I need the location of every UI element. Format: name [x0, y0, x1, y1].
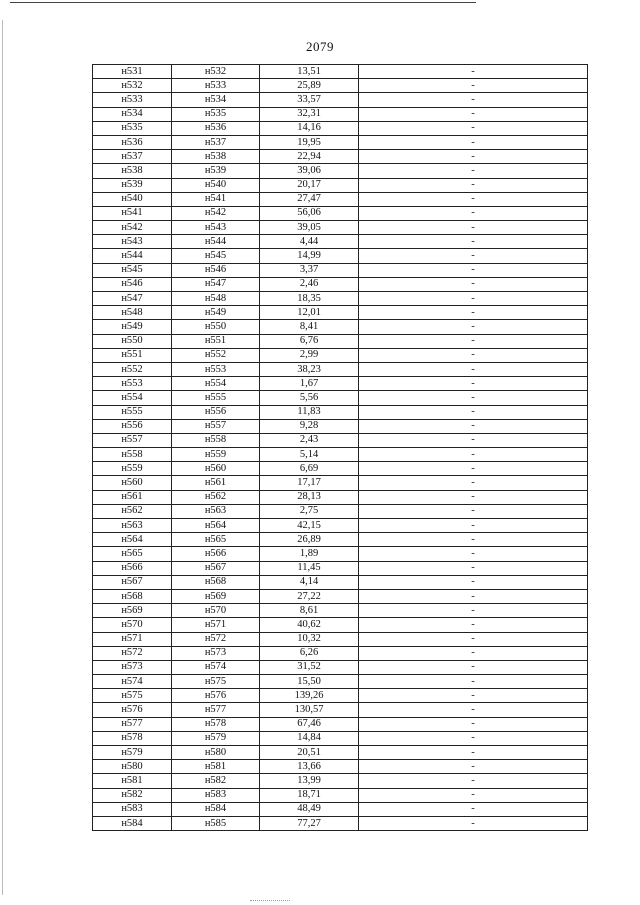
- table-row: [93, 462, 588, 476]
- point-to-cell: н548: [172, 292, 260, 306]
- table-row: [93, 760, 588, 774]
- point-to-cell: н557: [172, 419, 260, 433]
- table-row: [93, 802, 588, 816]
- point-from-cell: н567: [93, 575, 172, 589]
- page-number: 2079: [306, 39, 334, 54]
- point-to-cell: н543: [172, 221, 260, 235]
- point-from-cell: н534: [93, 107, 172, 121]
- length-cell: 20,51: [260, 746, 359, 760]
- point-from-cell: н549: [93, 320, 172, 334]
- point-from-cell: н581: [93, 774, 172, 788]
- point-to-cell: н549: [172, 306, 260, 320]
- scan-artifact: [250, 900, 290, 902]
- point-from-cell: н583: [93, 802, 172, 816]
- point-to-cell: н562: [172, 490, 260, 504]
- page-left-edge: [2, 20, 3, 895]
- table-row: [93, 249, 588, 263]
- table-row: [93, 221, 588, 235]
- table-row: [93, 121, 588, 135]
- table-row: [93, 575, 588, 589]
- length-cell: 13,66: [260, 760, 359, 774]
- point-to-cell: н570: [172, 604, 260, 618]
- length-cell: 2,99: [260, 348, 359, 362]
- point-from-cell: н533: [93, 93, 172, 107]
- note-cell: -: [359, 93, 588, 107]
- note-cell: -: [359, 263, 588, 277]
- table-row: [93, 178, 588, 192]
- table-row: [93, 660, 588, 674]
- note-cell: -: [359, 490, 588, 504]
- length-cell: 1,67: [260, 377, 359, 391]
- note-cell: -: [359, 589, 588, 603]
- note-cell: -: [359, 547, 588, 561]
- note-cell: -: [359, 533, 588, 547]
- point-from-cell: н554: [93, 391, 172, 405]
- point-to-cell: н547: [172, 277, 260, 291]
- note-cell: -: [359, 362, 588, 376]
- note-cell: -: [359, 377, 588, 391]
- table-row: [93, 788, 588, 802]
- point-to-cell: н576: [172, 689, 260, 703]
- point-from-cell: н566: [93, 561, 172, 575]
- note-cell: -: [359, 788, 588, 802]
- point-to-cell: н565: [172, 533, 260, 547]
- note-cell: -: [359, 760, 588, 774]
- length-cell: 3,37: [260, 263, 359, 277]
- table-row: [93, 433, 588, 447]
- table-row: [93, 235, 588, 249]
- point-from-cell: н539: [93, 178, 172, 192]
- note-cell: -: [359, 717, 588, 731]
- point-from-cell: н547: [93, 292, 172, 306]
- table-row: [93, 689, 588, 703]
- table-row: [93, 646, 588, 660]
- table-row: [93, 150, 588, 164]
- note-cell: -: [359, 107, 588, 121]
- point-from-cell: н540: [93, 192, 172, 206]
- point-from-cell: н576: [93, 703, 172, 717]
- length-cell: 6,26: [260, 646, 359, 660]
- point-from-cell: н555: [93, 405, 172, 419]
- note-cell: -: [359, 618, 588, 632]
- table-row: [93, 334, 588, 348]
- point-to-cell: н560: [172, 462, 260, 476]
- table-row: [93, 93, 588, 107]
- table-row: [93, 604, 588, 618]
- note-cell: -: [359, 192, 588, 206]
- table-row: [93, 419, 588, 433]
- note-cell: -: [359, 121, 588, 135]
- point-from-cell: н579: [93, 746, 172, 760]
- point-from-cell: н553: [93, 377, 172, 391]
- length-cell: 2,43: [260, 433, 359, 447]
- note-cell: -: [359, 604, 588, 618]
- length-cell: 32,31: [260, 107, 359, 121]
- point-from-cell: н572: [93, 646, 172, 660]
- point-from-cell: н561: [93, 490, 172, 504]
- point-from-cell: н563: [93, 519, 172, 533]
- point-to-cell: н538: [172, 150, 260, 164]
- note-cell: -: [359, 79, 588, 93]
- point-from-cell: н552: [93, 362, 172, 376]
- boundary-points-table: [92, 64, 588, 831]
- note-cell: -: [359, 646, 588, 660]
- note-cell: -: [359, 206, 588, 220]
- note-cell: -: [359, 675, 588, 689]
- point-from-cell: н571: [93, 632, 172, 646]
- length-cell: 13,99: [260, 774, 359, 788]
- point-to-cell: н536: [172, 121, 260, 135]
- note-cell: -: [359, 164, 588, 178]
- point-from-cell: н578: [93, 731, 172, 745]
- table-row: [93, 717, 588, 731]
- length-cell: 33,57: [260, 93, 359, 107]
- table-body: [93, 65, 588, 831]
- table-row: [93, 348, 588, 362]
- point-from-cell: н545: [93, 263, 172, 277]
- point-to-cell: н534: [172, 93, 260, 107]
- length-cell: 22,94: [260, 150, 359, 164]
- point-to-cell: н582: [172, 774, 260, 788]
- point-to-cell: н572: [172, 632, 260, 646]
- point-from-cell: н532: [93, 79, 172, 93]
- point-to-cell: н574: [172, 660, 260, 674]
- point-to-cell: н553: [172, 362, 260, 376]
- note-cell: -: [359, 320, 588, 334]
- note-cell: -: [359, 689, 588, 703]
- point-to-cell: н537: [172, 135, 260, 149]
- point-to-cell: н550: [172, 320, 260, 334]
- point-from-cell: н543: [93, 235, 172, 249]
- note-cell: -: [359, 746, 588, 760]
- length-cell: 11,45: [260, 561, 359, 575]
- note-cell: -: [359, 703, 588, 717]
- point-to-cell: н564: [172, 519, 260, 533]
- length-cell: 14,99: [260, 249, 359, 263]
- table-row: [93, 703, 588, 717]
- point-from-cell: н546: [93, 277, 172, 291]
- point-to-cell: н568: [172, 575, 260, 589]
- table-row: [93, 746, 588, 760]
- table-row: [93, 277, 588, 291]
- point-from-cell: н560: [93, 476, 172, 490]
- length-cell: 15,50: [260, 675, 359, 689]
- point-from-cell: н584: [93, 816, 172, 830]
- point-to-cell: н571: [172, 618, 260, 632]
- length-cell: 11,83: [260, 405, 359, 419]
- length-cell: 5,56: [260, 391, 359, 405]
- point-from-cell: н557: [93, 433, 172, 447]
- note-cell: -: [359, 249, 588, 263]
- table-row: [93, 589, 588, 603]
- point-from-cell: н559: [93, 462, 172, 476]
- table-row: [93, 675, 588, 689]
- note-cell: -: [359, 816, 588, 830]
- note-cell: -: [359, 632, 588, 646]
- note-cell: -: [359, 334, 588, 348]
- point-to-cell: н540: [172, 178, 260, 192]
- table-row: [93, 533, 588, 547]
- point-to-cell: н556: [172, 405, 260, 419]
- point-to-cell: н541: [172, 192, 260, 206]
- table-row: [93, 292, 588, 306]
- length-cell: 27,22: [260, 589, 359, 603]
- note-cell: -: [359, 391, 588, 405]
- table-row: [93, 320, 588, 334]
- length-cell: 4,14: [260, 575, 359, 589]
- point-from-cell: н542: [93, 221, 172, 235]
- length-cell: 42,15: [260, 519, 359, 533]
- point-from-cell: н575: [93, 689, 172, 703]
- point-from-cell: н548: [93, 306, 172, 320]
- table-row: [93, 405, 588, 419]
- table-row: [93, 774, 588, 788]
- point-from-cell: н574: [93, 675, 172, 689]
- point-to-cell: н551: [172, 334, 260, 348]
- length-cell: 2,75: [260, 504, 359, 518]
- note-cell: -: [359, 575, 588, 589]
- point-to-cell: н578: [172, 717, 260, 731]
- note-cell: -: [359, 660, 588, 674]
- point-from-cell: н580: [93, 760, 172, 774]
- note-cell: -: [359, 561, 588, 575]
- note-cell: -: [359, 178, 588, 192]
- point-to-cell: н580: [172, 746, 260, 760]
- length-cell: 6,76: [260, 334, 359, 348]
- length-cell: 12,01: [260, 306, 359, 320]
- point-to-cell: н581: [172, 760, 260, 774]
- table-row: [93, 192, 588, 206]
- note-cell: -: [359, 306, 588, 320]
- point-from-cell: н562: [93, 504, 172, 518]
- table-row: [93, 107, 588, 121]
- note-cell: -: [359, 235, 588, 249]
- length-cell: 18,35: [260, 292, 359, 306]
- point-from-cell: н550: [93, 334, 172, 348]
- length-cell: 56,06: [260, 206, 359, 220]
- note-cell: -: [359, 433, 588, 447]
- table-row: [93, 263, 588, 277]
- table-row: [93, 362, 588, 376]
- table-row: [93, 476, 588, 490]
- point-to-cell: н575: [172, 675, 260, 689]
- point-from-cell: н556: [93, 419, 172, 433]
- length-cell: 130,57: [260, 703, 359, 717]
- length-cell: 28,13: [260, 490, 359, 504]
- table-row: [93, 206, 588, 220]
- point-from-cell: н565: [93, 547, 172, 561]
- point-from-cell: н564: [93, 533, 172, 547]
- length-cell: 38,23: [260, 362, 359, 376]
- point-to-cell: н552: [172, 348, 260, 362]
- length-cell: 4,44: [260, 235, 359, 249]
- length-cell: 26,89: [260, 533, 359, 547]
- length-cell: 48,49: [260, 802, 359, 816]
- point-from-cell: н558: [93, 448, 172, 462]
- point-from-cell: н535: [93, 121, 172, 135]
- table-row: [93, 391, 588, 405]
- length-cell: 25,89: [260, 79, 359, 93]
- length-cell: 6,69: [260, 462, 359, 476]
- point-to-cell: н539: [172, 164, 260, 178]
- length-cell: 2,46: [260, 277, 359, 291]
- length-cell: 14,84: [260, 731, 359, 745]
- length-cell: 10,32: [260, 632, 359, 646]
- length-cell: 14,16: [260, 121, 359, 135]
- point-to-cell: н545: [172, 249, 260, 263]
- point-to-cell: н542: [172, 206, 260, 220]
- note-cell: -: [359, 519, 588, 533]
- point-from-cell: н541: [93, 206, 172, 220]
- table-row: [93, 519, 588, 533]
- note-cell: -: [359, 774, 588, 788]
- length-cell: 39,05: [260, 221, 359, 235]
- point-to-cell: н569: [172, 589, 260, 603]
- note-cell: -: [359, 221, 588, 235]
- length-cell: 5,14: [260, 448, 359, 462]
- point-from-cell: н582: [93, 788, 172, 802]
- table-row: [93, 135, 588, 149]
- length-cell: 67,46: [260, 717, 359, 731]
- point-from-cell: н577: [93, 717, 172, 731]
- table-row: [93, 79, 588, 93]
- table-row: [93, 816, 588, 830]
- point-to-cell: н559: [172, 448, 260, 462]
- length-cell: 18,71: [260, 788, 359, 802]
- point-from-cell: н536: [93, 135, 172, 149]
- note-cell: -: [359, 462, 588, 476]
- length-cell: 31,52: [260, 660, 359, 674]
- point-to-cell: н561: [172, 476, 260, 490]
- point-to-cell: н584: [172, 802, 260, 816]
- point-from-cell: н570: [93, 618, 172, 632]
- point-from-cell: н573: [93, 660, 172, 674]
- table-row: [93, 504, 588, 518]
- length-cell: 13,51: [260, 65, 359, 79]
- table-row: [93, 448, 588, 462]
- note-cell: -: [359, 504, 588, 518]
- point-to-cell: н544: [172, 235, 260, 249]
- point-to-cell: н573: [172, 646, 260, 660]
- length-cell: 17,17: [260, 476, 359, 490]
- point-to-cell: н585: [172, 816, 260, 830]
- point-from-cell: н569: [93, 604, 172, 618]
- length-cell: 1,89: [260, 547, 359, 561]
- point-to-cell: н535: [172, 107, 260, 121]
- table-row: [93, 561, 588, 575]
- point-to-cell: н563: [172, 504, 260, 518]
- point-to-cell: н533: [172, 79, 260, 93]
- length-cell: 77,27: [260, 816, 359, 830]
- point-to-cell: н554: [172, 377, 260, 391]
- table-row: [93, 65, 588, 79]
- point-from-cell: н537: [93, 150, 172, 164]
- note-cell: -: [359, 277, 588, 291]
- table-row: [93, 731, 588, 745]
- point-from-cell: н551: [93, 348, 172, 362]
- note-cell: -: [359, 135, 588, 149]
- length-cell: 9,28: [260, 419, 359, 433]
- length-cell: 27,47: [260, 192, 359, 206]
- note-cell: -: [359, 292, 588, 306]
- length-cell: 8,61: [260, 604, 359, 618]
- length-cell: 40,62: [260, 618, 359, 632]
- point-to-cell: н567: [172, 561, 260, 575]
- point-to-cell: н566: [172, 547, 260, 561]
- note-cell: -: [359, 348, 588, 362]
- note-cell: -: [359, 448, 588, 462]
- point-to-cell: н555: [172, 391, 260, 405]
- table-row: [93, 306, 588, 320]
- note-cell: -: [359, 150, 588, 164]
- point-to-cell: н583: [172, 788, 260, 802]
- length-cell: 19,95: [260, 135, 359, 149]
- point-to-cell: н532: [172, 65, 260, 79]
- table-row: [93, 164, 588, 178]
- note-cell: -: [359, 802, 588, 816]
- table-row: [93, 377, 588, 391]
- table-row: [93, 618, 588, 632]
- table-row: [93, 490, 588, 504]
- note-cell: -: [359, 65, 588, 79]
- length-cell: 8,41: [260, 320, 359, 334]
- note-cell: -: [359, 476, 588, 490]
- point-from-cell: н568: [93, 589, 172, 603]
- point-to-cell: н558: [172, 433, 260, 447]
- note-cell: -: [359, 419, 588, 433]
- point-to-cell: н579: [172, 731, 260, 745]
- length-cell: 39,06: [260, 164, 359, 178]
- length-cell: 139,26: [260, 689, 359, 703]
- point-from-cell: н544: [93, 249, 172, 263]
- note-cell: -: [359, 405, 588, 419]
- table-row: [93, 632, 588, 646]
- top-rule: [10, 2, 476, 3]
- length-cell: 20,17: [260, 178, 359, 192]
- point-from-cell: н538: [93, 164, 172, 178]
- point-to-cell: н546: [172, 263, 260, 277]
- point-to-cell: н577: [172, 703, 260, 717]
- point-from-cell: н531: [93, 65, 172, 79]
- table-row: [93, 547, 588, 561]
- note-cell: -: [359, 731, 588, 745]
